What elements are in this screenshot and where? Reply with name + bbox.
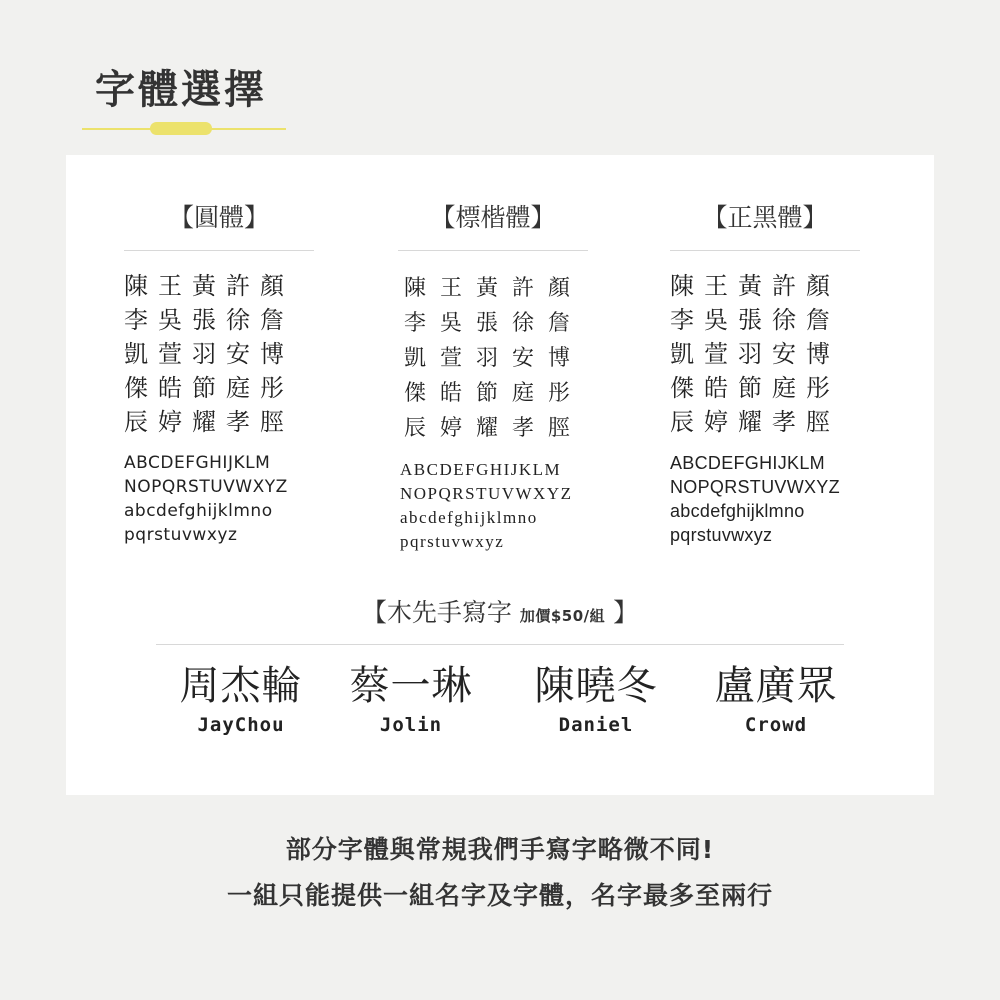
cjk-line: 凱萱羽安博 <box>404 346 585 371</box>
handwriting-sample[interactable] <box>691 660 861 738</box>
latin-line: abcdefghijklmno <box>400 508 538 527</box>
font-column-yuan[interactable] <box>124 200 314 547</box>
sample-latin-name: Jolin <box>379 714 443 736</box>
latin-line: abcdefghijklmno <box>124 501 273 521</box>
handwriting-sample[interactable] <box>156 660 326 738</box>
cjk-line: 辰婷耀孝脛 <box>124 408 294 436</box>
cjk-line: 辰婷耀孝脛 <box>670 408 840 436</box>
page-title: 字體選擇 <box>95 67 267 113</box>
footer-note-2: 一組只能提供一組名字及字體，名字最多至兩行 <box>226 881 773 910</box>
cjk-line: 李吳張徐詹 <box>124 306 294 334</box>
handwriting-samples <box>156 660 844 760</box>
divider <box>124 250 314 251</box>
handwriting-sample[interactable] <box>326 660 496 738</box>
divider <box>670 250 860 251</box>
latin-line: abcdefghijklmno <box>670 501 805 521</box>
handwriting-heading-label: 【木先手寫字 <box>361 598 512 627</box>
footer-note-1: 部分字體與常規我們手寫字略微不同! <box>285 835 715 864</box>
handwriting-heading <box>66 593 934 629</box>
latin-line: NOPQRSTUVWXYZ <box>400 484 573 503</box>
sample-cjk-name: 蔡一琳 <box>349 663 473 709</box>
divider <box>156 644 844 645</box>
handwriting-heading-close: 】 <box>613 598 639 627</box>
font-heading: 【圓體】 <box>168 203 269 232</box>
sample-cjk-name: 盧廣眾 <box>714 663 838 709</box>
sample-latin-name: JayChou <box>197 714 285 736</box>
latin-line: NOPQRSTUVWXYZ <box>124 477 288 497</box>
cjk-line: 傑皓節庭彤 <box>670 374 840 402</box>
font-column-hei[interactable] <box>670 200 860 547</box>
cjk-sample <box>398 271 588 446</box>
latin-sample <box>670 451 860 547</box>
handwriting-sample[interactable] <box>511 660 681 738</box>
font-options-card <box>66 155 934 795</box>
latin-line: ABCDEFGHIJKLM <box>400 460 562 479</box>
sample-latin-name: Crowd <box>744 714 808 736</box>
cjk-line: 傑皓節庭彤 <box>404 381 585 406</box>
sample-cjk-name: 周杰輪 <box>179 663 303 709</box>
cjk-line: 陳王黃許顏 <box>404 276 585 301</box>
sample-latin-name: Daniel <box>558 714 634 736</box>
cjk-sample <box>670 269 860 439</box>
latin-line: ABCDEFGHIJKLM <box>124 453 271 473</box>
latin-line: pqrstuvwxyz <box>400 532 505 551</box>
font-heading: 【標楷體】 <box>430 203 556 232</box>
cjk-line: 凱萱羽安博 <box>124 340 294 368</box>
cjk-line: 李吳張徐詹 <box>404 311 585 336</box>
cjk-line: 辰婷耀孝脛 <box>404 416 585 441</box>
cjk-line: 陳王黃許顏 <box>670 272 840 300</box>
price-note: 加價$50/組 <box>519 607 606 625</box>
latin-sample <box>398 458 588 554</box>
cjk-line: 李吳張徐詹 <box>670 306 840 334</box>
sample-cjk-name: 陳曉冬 <box>534 663 658 709</box>
font-heading: 【正黑體】 <box>702 203 828 232</box>
font-column-kai[interactable] <box>398 200 588 554</box>
latin-line: ABCDEFGHIJKLM <box>670 453 825 473</box>
title-accent-pill <box>150 122 212 135</box>
latin-line: NOPQRSTUVWXYZ <box>670 477 840 497</box>
cjk-line: 陳王黃許顏 <box>124 272 294 300</box>
cjk-sample <box>124 269 314 439</box>
latin-line: pqrstuvwxyz <box>124 525 238 545</box>
latin-sample <box>124 451 314 547</box>
cjk-line: 傑皓節庭彤 <box>124 374 294 402</box>
cjk-line: 凱萱羽安博 <box>670 340 840 368</box>
latin-line: pqrstuvwxyz <box>670 525 773 545</box>
divider <box>398 250 588 251</box>
